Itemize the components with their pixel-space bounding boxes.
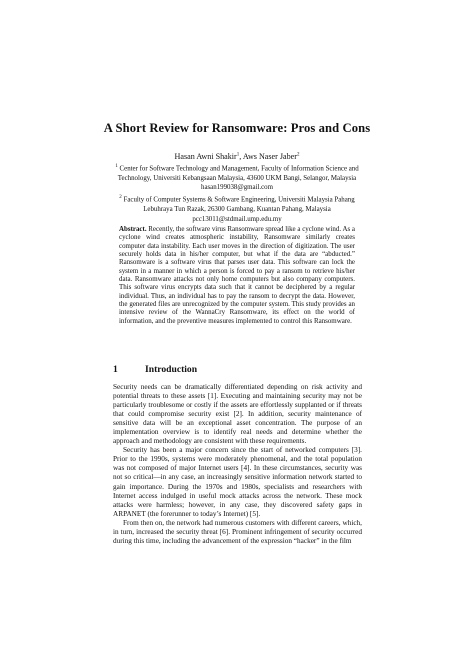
paragraph: Security needs can be dramatically differentiated depending on risk activity and potential threats to these assets [1]. Executing and maintaining security may not be particularly troublesome or costly if the assets are effortlessly supplanted or if threats that could compromise security exist [2]. In addition, security maintenance of sensitive data will be an exceptional asset concentration. The purpose of an implementation overview is to identify real needs and determine whether the approach and methodology are consistent with these requirements. [113, 383, 362, 446]
author-name: Hasan Awni Shakir [174, 152, 237, 161]
email-text: hasan199038@gmail.com [201, 184, 273, 192]
author-superscript: 1 [236, 152, 240, 158]
author-line [0, 152, 474, 161]
body-text [113, 383, 362, 546]
affiliation-text: Center for Software Technology and Management, Faculty of Information Science and Technology, Universiti Kebangsaan Malaysia, 43600 UKM Bangi, Selangor, Malaysia [117, 165, 359, 182]
affiliation-2 [104, 193, 370, 214]
section-heading [113, 364, 197, 375]
affiliation-email-1 [104, 183, 370, 193]
abstract-text: Recently, the software virus Ransomware spread like a cyclone wind. As a cyclone wind creates atmospheric instability, Ransomware similarly creates computer data instability. Each user moves in the direction of digitization. The user securely holds data in his/her computer, but what if the data are “abducted.” Ransomware is a software virus that parses user data. This software can lock the system in a manner in which a person is forced to pay a ransom to retrieve his/her data. Ransomware attacks not only home computers but also company computers. This software virus encrypts data such that it cannot be deciphered by a regular individual. Thus, an individual has to pay the ransom to decrypt the data. However, the generated files are unrecognized by the computer system. This study provides an intensive review of the WannaCry Ransomware, its effect on the world of information, and the preventive measures implemented to control this Ransomware. [119, 225, 355, 325]
abstract-label: Abstract. [119, 225, 147, 233]
abstract [119, 225, 355, 325]
affiliation-1 [104, 162, 370, 183]
paper-title: A Short Review for Ransomware: Pros and Cons [103, 121, 371, 135]
author-separator: , [239, 152, 243, 161]
affiliation-superscript: 2 [119, 195, 122, 201]
paragraph: Security has been a major concern since the start of networked computers [3]. Prior to the 1990s, systems were moderately phenomenal, and the total population was not composed of major Internet users [4]. In these circumstances, security was not so critical—in any case, an increasingly sensitive information network started to gain importance. During the 1970s and 1980s, specialists and researchers with Internet access indulged in useful mock attacks across the network. These mock attacks were harmless; however, in any case, they discovered safety gaps in ARPANET (the forerunner to today’s Internet) [5]. [113, 446, 362, 518]
affiliations [104, 162, 370, 224]
affiliation-text: Faculty of Computer Systems & Software Engineering, Universiti Malaysia Pahang Lebuhraya Tun Razak, 26300 Gambang, Kuantan Pahang, Malaysia [121, 196, 355, 213]
paragraph: From then on, the network had numerous customers with different careers, which, in turn, increased the security threat [6]. Prominent infringement of security occurred during this time, including the advancement of the expression “hacker” in the film [113, 518, 362, 545]
section-title: Introduction [145, 364, 198, 375]
affiliation-email-2 [104, 215, 370, 225]
section-number: 1 [113, 364, 118, 375]
affiliation-superscript: 1 [115, 164, 118, 169]
author-name: Aws Naser Jaber [242, 152, 297, 161]
author-superscript: 2 [296, 152, 300, 158]
email-text: pcc13011@stdmail.ump.edu.my [192, 215, 282, 223]
